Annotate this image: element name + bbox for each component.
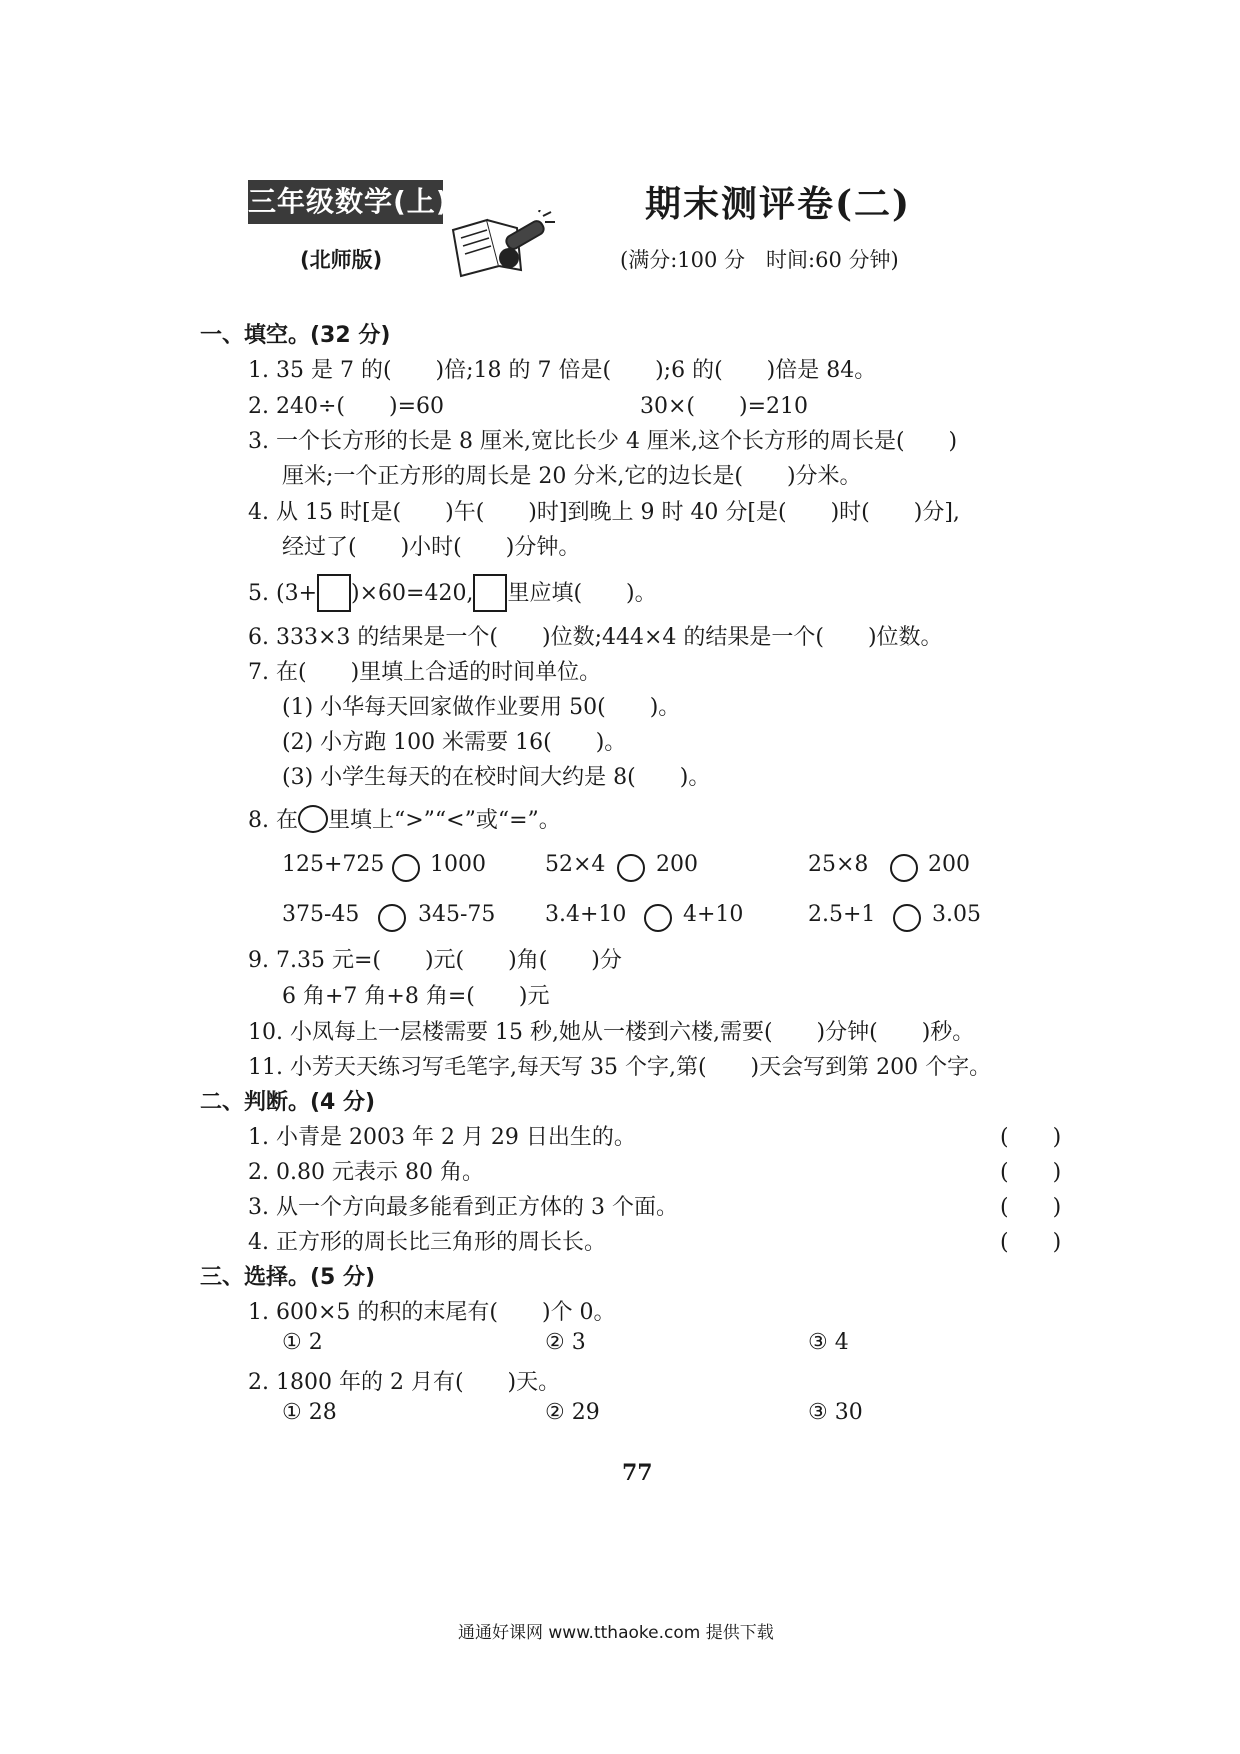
- grade-badge: 三年级数学(上): [248, 180, 443, 224]
- fill-question-9a: 9. 7.35 元=( )元( )角( )分: [248, 948, 622, 973]
- page-number: 77: [622, 1460, 653, 1486]
- fill-question-10: 10. 小凤每上一层楼需要 15 秒,她从一楼到六楼,需要( )分钟( )秒。: [248, 1020, 975, 1045]
- edition-label: (北师版): [300, 248, 383, 272]
- compare-left: 25×8: [808, 852, 869, 877]
- judge-item-3: 3. 从一个方向最多能看到正方体的 3 个面。: [248, 1195, 678, 1220]
- circle-blank-icon: [298, 805, 328, 833]
- fill-question-3b: 厘米;一个正方形的周长是 20 分米,它的边长是( )分米。: [282, 464, 862, 489]
- compare-right: 200: [928, 852, 970, 877]
- compare-right: 345-75: [418, 902, 496, 927]
- fill-question-2b: 30×( )=210: [640, 394, 809, 419]
- choice-question-2: 2. 1800 年的 2 月有( )天。: [248, 1370, 561, 1395]
- footer-credit: 通通好课网 www.tthaoke.com 提供下载: [458, 1623, 774, 1643]
- judge-item-4: 4. 正方形的周长比三角形的周长长。: [248, 1230, 606, 1255]
- fill-question-5: [248, 574, 657, 612]
- compare-right: 200: [656, 852, 698, 877]
- section2-heading: 二、判断。(4 分): [200, 1090, 376, 1115]
- section3-heading: 三、选择。(5 分): [200, 1265, 376, 1290]
- fill-question-3a: 3. 一个长方形的长是 8 厘米,宽比长少 4 厘米,这个长方形的周长是( ): [248, 429, 958, 454]
- fill-question-7-2: (2) 小方跑 100 米需要 16( )。: [282, 730, 627, 755]
- judge-bracket: ( ): [1000, 1195, 1062, 1220]
- choice-option: ② 29: [545, 1400, 600, 1425]
- choice-option: ① 2: [282, 1330, 323, 1355]
- compare-left: 52×4: [545, 852, 606, 877]
- judge-item-2: 2. 0.80 元表示 80 角。: [248, 1160, 484, 1185]
- fill-question-9b: 6 角+7 角+8 角=( )元: [282, 984, 550, 1009]
- q5-suffix: 里应填( )。: [507, 581, 657, 606]
- section1-heading: 一、填空。(32 分): [200, 323, 391, 348]
- q5-middle: )×60=420,: [351, 581, 474, 606]
- compare-left: 125+725: [282, 852, 385, 877]
- answer-box: [473, 574, 507, 612]
- choice-option: ① 28: [282, 1400, 337, 1425]
- compare-circle: [893, 904, 921, 932]
- judge-bracket: ( ): [1000, 1160, 1062, 1185]
- judge-bracket: ( ): [1000, 1125, 1062, 1150]
- compare-circle: [644, 904, 672, 932]
- compare-left: 3.4+10: [545, 902, 627, 927]
- book-telescope-icon: [447, 210, 559, 280]
- compare-right: 4+10: [683, 902, 744, 927]
- choice-option: ③ 30: [808, 1400, 863, 1425]
- compare-circle: [392, 854, 420, 882]
- fill-question-1: 1. 35 是 7 的( )倍;18 的 7 倍是( );6 的( )倍是 84。: [248, 358, 877, 383]
- fill-question-7: 7. 在( )里填上合适的时间单位。: [248, 660, 602, 685]
- compare-left: 2.5+1: [808, 902, 876, 927]
- fill-question-11: 11. 小芳天天练习写毛笔字,每天写 35 个字,第( )天会写到第 200 个字。: [248, 1055, 992, 1080]
- compare-circle: [378, 904, 406, 932]
- choice-option: ② 3: [545, 1330, 586, 1355]
- fill-question-6: 6. 333×3 的结果是一个( )位数;444×4 的结果是一个( )位数。: [248, 625, 943, 650]
- fill-question-4b: 经过了( )小时( )分钟。: [282, 535, 581, 560]
- judge-item-1: 1. 小青是 2003 年 2 月 29 日出生的。: [248, 1125, 636, 1150]
- fill-question-7-3: (3) 小学生每天的在校时间大约是 8( )。: [282, 765, 711, 790]
- q8-prefix: 8. 在: [248, 808, 298, 833]
- fill-question-8: [248, 803, 561, 834]
- compare-right: 3.05: [932, 902, 981, 927]
- answer-box: [317, 574, 351, 612]
- compare-circle: [890, 854, 918, 882]
- compare-circle: [617, 854, 645, 882]
- exam-title: 期末测评卷(二): [645, 183, 912, 225]
- fill-question-4a: 4. 从 15 时[是( )午( )时]到晚上 9 时 40 分[是( )时( )分],: [248, 500, 960, 525]
- q5-prefix: 5. (3+: [248, 581, 317, 606]
- fill-question-2a: 2. 240÷( )=60: [248, 394, 445, 419]
- choice-question-1: 1. 600×5 的积的末尾有( )个 0。: [248, 1300, 616, 1325]
- q8-suffix: 里填上“>”“<”或“=”。: [327, 808, 561, 833]
- compare-left: 375-45: [282, 902, 360, 927]
- choice-option: ③ 4: [808, 1330, 849, 1355]
- compare-right: 1000: [430, 852, 486, 877]
- judge-bracket: ( ): [1000, 1230, 1062, 1255]
- fill-question-7-1: (1) 小华每天回家做作业要用 50( )。: [282, 695, 681, 720]
- exam-subtitle: (满分:100 分 时间:60 分钟): [620, 248, 899, 272]
